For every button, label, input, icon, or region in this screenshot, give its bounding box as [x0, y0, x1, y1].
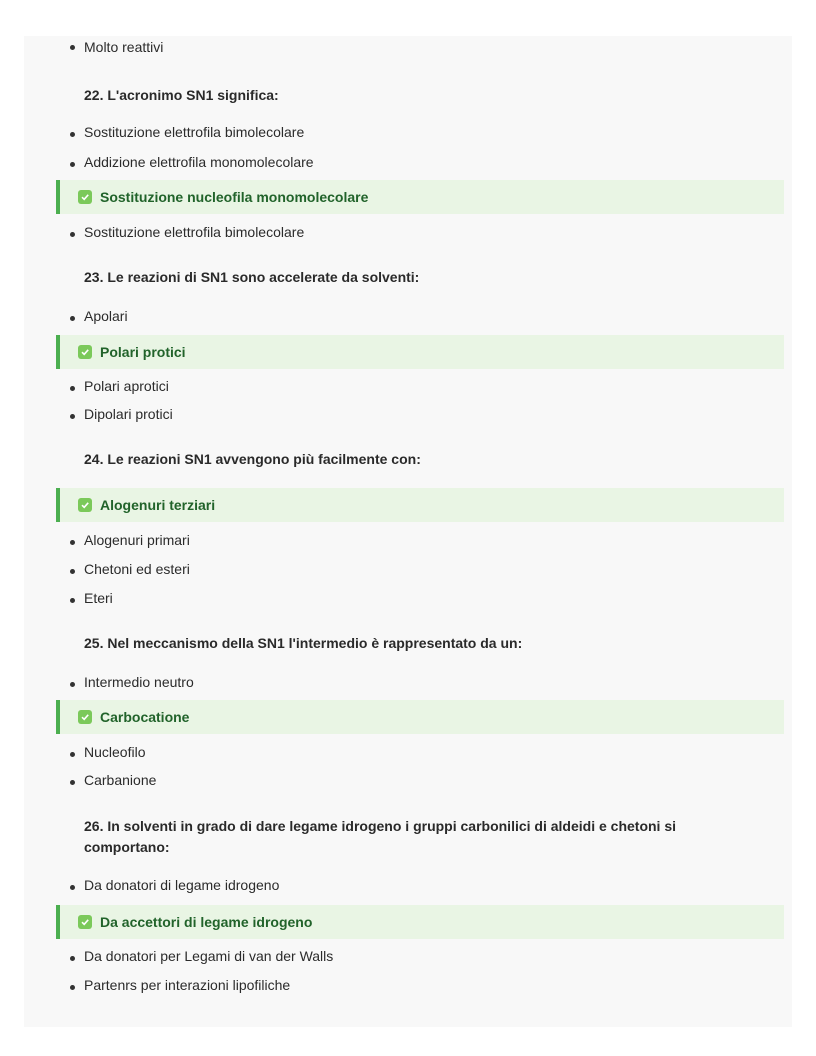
check-box-icon	[78, 915, 92, 929]
bullet-dot	[70, 386, 75, 391]
option[interactable]: Addizione elettrofila monomolecolare	[84, 154, 314, 170]
bullet-dot	[70, 232, 75, 237]
bullet-dot	[70, 885, 75, 890]
option[interactable]: Da donatori per Legami di van der Walls	[84, 948, 334, 964]
correct-option[interactable]	[56, 335, 784, 369]
bullet-dot	[70, 682, 75, 687]
bullet-dot	[70, 956, 75, 961]
bullet-dot	[70, 316, 75, 321]
correct-option[interactable]	[56, 905, 784, 939]
option[interactable]: Da donatori di legame idrogeno	[84, 877, 280, 893]
option[interactable]: Apolari	[84, 308, 128, 324]
question-title: 26. In solventi in grado di dare legame idrogeno i gruppi carbonilici di aldeidi e chetoni si comportano:	[84, 818, 676, 855]
check-box-icon	[78, 345, 92, 359]
bullet-dot	[70, 45, 75, 50]
option[interactable]: Alogenuri primari	[84, 532, 190, 548]
bullet-dot	[70, 132, 75, 137]
correct-option-label: Da accettori di legame idrogeno	[100, 914, 313, 930]
correct-option-label: Polari protici	[100, 344, 186, 360]
bullet-dot	[70, 780, 75, 785]
option[interactable]: Nucleofilo	[84, 744, 146, 760]
check-box-icon	[78, 498, 92, 512]
question-title: 25. Nel meccanismo della SN1 l'intermedio è rappresentato da un:	[84, 635, 523, 651]
bullet-dot	[70, 985, 75, 990]
correct-option[interactable]	[56, 180, 784, 214]
bullet-dot	[70, 598, 75, 603]
check-box-icon	[78, 190, 92, 204]
bullet-dot	[70, 414, 75, 419]
correct-option-label: Alogenuri terziari	[100, 497, 216, 513]
option[interactable]: Intermedio neutro	[84, 674, 194, 690]
check-box-icon	[78, 710, 92, 724]
option[interactable]: Sostituzione elettrofila bimolecolare	[84, 124, 305, 140]
question-title: 23. Le reazioni di SN1 sono accelerate da solventi:	[84, 269, 420, 285]
option[interactable]: Eteri	[84, 590, 113, 606]
correct-option-label: Sostituzione nucleofila monomolecolare	[100, 189, 369, 205]
option[interactable]: Dipolari protici	[84, 406, 173, 422]
bullet-dot	[70, 162, 75, 167]
correct-option[interactable]	[56, 488, 784, 522]
question-title: 22. L'acronimo SN1 significa:	[84, 87, 279, 103]
bullet-dot	[70, 540, 75, 545]
option[interactable]: Chetoni ed esteri	[84, 561, 190, 577]
correct-option-label: Carbocatione	[100, 709, 190, 725]
option[interactable]: Polari aprotici	[84, 378, 169, 394]
option[interactable]: Partenrs per interazioni lipofiliche	[84, 977, 291, 993]
bullet-dot	[70, 752, 75, 757]
option[interactable]: Sostituzione elettrofila bimolecolare	[84, 224, 305, 240]
list-item: Molto reattivi	[84, 39, 164, 55]
option[interactable]: Carbanione	[84, 772, 157, 788]
correct-option[interactable]	[56, 700, 784, 734]
bullet-dot	[70, 569, 75, 574]
question-title: 24. Le reazioni SN1 avvengono più facilmente con:	[84, 451, 421, 467]
